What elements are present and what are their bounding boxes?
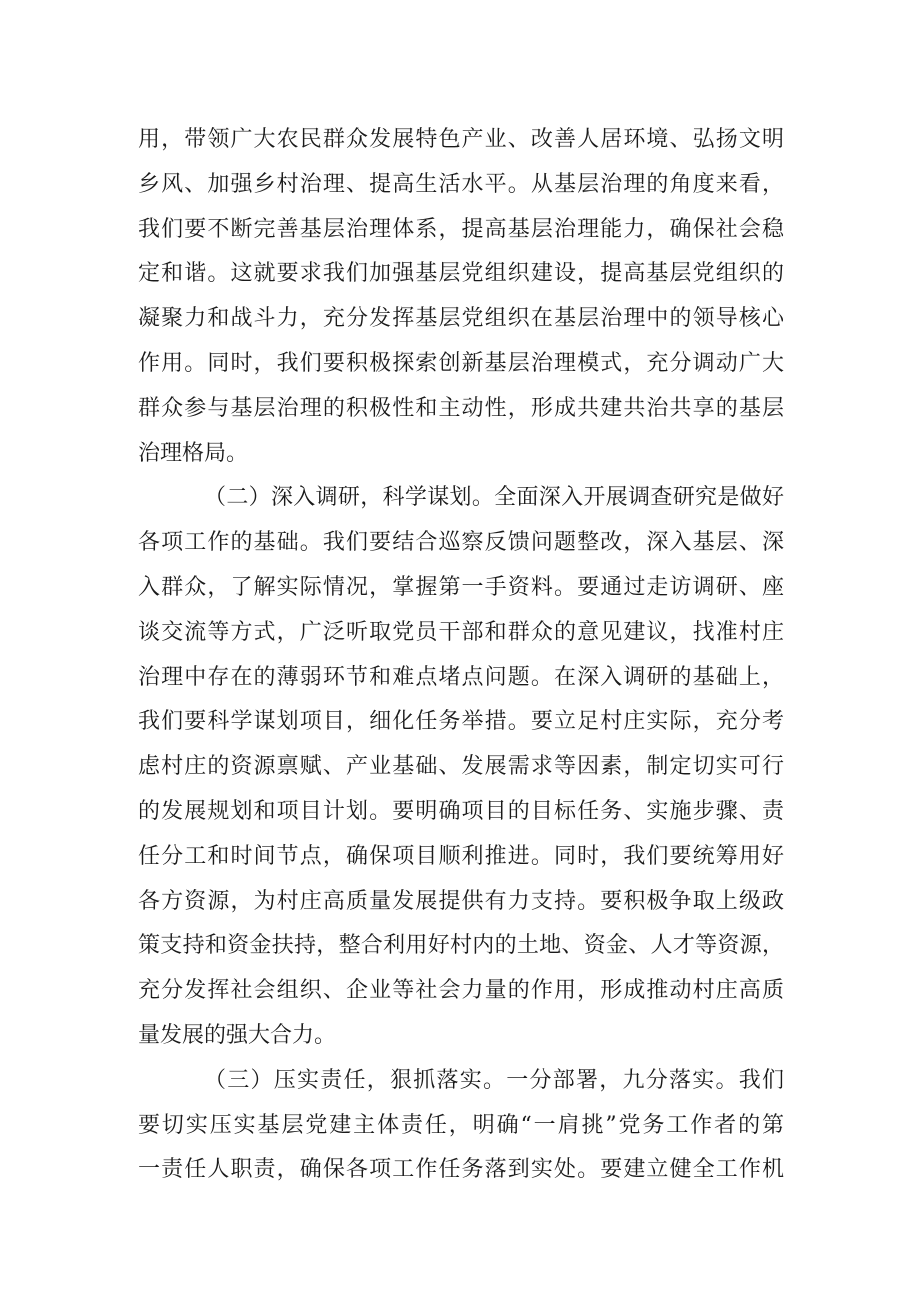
text-line: 的发展规划和项目计划。要明确项目的目标任务、实施步骤、责 <box>138 798 784 824</box>
text-line: 治理中存在的薄弱环节和难点堵点问题。在深入调研的基础上， <box>138 664 784 690</box>
text-line: 治理格局。 <box>138 440 249 466</box>
text-line: 谈交流等方式，广泛听取党员干部和群众的意见建议，找准村庄 <box>138 619 784 645</box>
text-line-indented: （三）压实责任，狠抓落实。一分部署，九分落实。我们 <box>204 1067 784 1093</box>
text-line: 入群众，了解实际情况，掌握第一手资料。要通过走访调研、座 <box>138 574 784 600</box>
paragraph-3 <box>138 1059 784 1193</box>
text-line: 虑村庄的资源禀赋、产业基础、发展需求等因素，制定切实可行 <box>138 754 784 780</box>
text-line: 凝聚力和战斗力，充分发挥基层党组织在基层治理中的领导核心 <box>138 306 784 332</box>
text-line: 各方资源，为村庄高质量发展提供有力支持。要积极争取上级政 <box>138 888 784 914</box>
text-line: 用，带领广大农民群众发展特色产业、改善人居环境、弘扬文明 <box>138 127 784 152</box>
text-line: 定和谐。这就要求我们加强基层党组织建设，提高基层党组织的 <box>138 261 784 287</box>
text-line: 我们要不断完善基层治理体系，提高基层治理能力，确保社会稳 <box>138 216 784 242</box>
text-line: 我们要科学谋划项目，细化任务举措。要立足村庄实际，充分考 <box>138 709 784 735</box>
text-line: 任分工和时间节点，确保项目顺利推进。同时，我们要统筹用好 <box>138 843 784 869</box>
text-line: 一责任人职责，确保各项工作任务落到实处。要建立健全工作机 <box>138 1157 784 1183</box>
text-line-indented: （二）深入调研，科学谋划。全面深入开展调查研究是做好 <box>204 485 784 511</box>
document-body <box>138 118 784 1193</box>
text-line: 充分发挥社会组织、企业等社会力量的作用，形成推动村庄高质 <box>138 978 784 1004</box>
text-line: 群众参与基层治理的积极性和主动性，形成共建共治共享的基层 <box>138 395 784 421</box>
text-line: 作用。同时，我们要积极探索创新基层治理模式，充分调动广大 <box>138 350 784 376</box>
paragraph-1 <box>138 118 784 476</box>
paragraph-2 <box>138 476 784 1058</box>
text-line: 各项工作的基础。我们要结合巡察反馈问题整改，深入基层、深 <box>138 530 784 556</box>
text-line: 量发展的强大合力。 <box>138 1022 337 1048</box>
text-line: 乡风、加强乡村治理、提高生活水平。从基层治理的角度来看， <box>138 171 784 197</box>
text-line: 策支持和资金扶持，整合利用好村内的土地、资金、人才等资源， <box>138 933 784 959</box>
text-line: 要切实压实基层党建主体责任，明确“一肩挑”党务工作者的第 <box>138 1112 784 1138</box>
